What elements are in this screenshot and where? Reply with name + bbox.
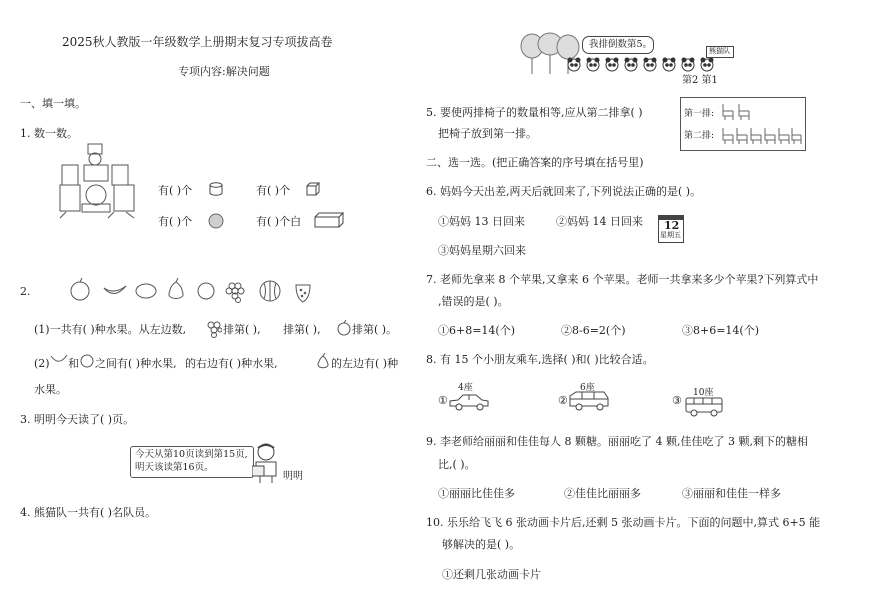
q8-seats-2: 6座 bbox=[580, 383, 595, 393]
sphere-icon bbox=[208, 213, 224, 229]
q7-option-1: ①6+8=14(个) bbox=[438, 324, 516, 337]
q2-part2-e: 的左边有( )种 bbox=[331, 357, 399, 370]
cylinder-icon bbox=[208, 182, 224, 196]
bubble-text-1: 今天从第10页读到第15页, bbox=[135, 449, 248, 460]
q9-option-1: ①丽丽比佳佳多 bbox=[438, 487, 515, 500]
q2-part2-c: 之间有( )种水果, bbox=[95, 357, 177, 370]
panda-row bbox=[566, 56, 726, 76]
orange-icon bbox=[198, 283, 214, 299]
q1-sphere-count: 有( )个 bbox=[158, 215, 193, 228]
q10-option-1: ①还剩几张动画卡片 bbox=[442, 568, 541, 581]
q8-option-1: ① bbox=[438, 394, 448, 407]
chairs-box bbox=[680, 97, 806, 151]
fruit-row bbox=[66, 276, 316, 304]
q8-seats-3: 10座 bbox=[693, 388, 714, 398]
lemon-icon bbox=[136, 284, 156, 298]
q2-part1-d: 排第( )。 bbox=[352, 323, 398, 336]
q10-line1: 10. 乐乐给飞飞 6 张动画卡片后,还剩 5 张动画卡片。下面的问题中,算式 6+5 能 bbox=[426, 516, 821, 529]
blocks-figure bbox=[56, 140, 138, 220]
q2-part2-f: 水果。 bbox=[34, 383, 67, 396]
q5-line1: 5. 要使两排椅子的数量相等,应从第二排拿( ) bbox=[426, 106, 643, 119]
q8-label: 8. 有 15 个小朋友乘车,选择( )和( )比较合适。 bbox=[426, 353, 654, 366]
bubble-text-2: 明天该读第16页。 bbox=[135, 462, 214, 473]
speech-bubble bbox=[130, 446, 254, 478]
q2-part2-d: 的右边有( )种水果, bbox=[185, 357, 278, 370]
q7-option-2: ②8-6=2(个) bbox=[561, 324, 626, 337]
q1-cylinder-count: 有( )个 bbox=[158, 184, 193, 197]
q4-label: 4. 熊猫队一共有( )名队员。 bbox=[20, 506, 157, 519]
q9-option-2: ②佳佳比丽丽多 bbox=[564, 487, 641, 500]
car-icon bbox=[448, 392, 490, 412]
q7-line1: 7. 老师先拿来 8 个苹果,又拿来 6 个苹果。老师一共拿来多少个苹果?下列算式中 bbox=[426, 273, 819, 286]
q2-part2-a: (2) bbox=[34, 357, 50, 370]
q7-line2: ,错误的是( )。 bbox=[438, 295, 509, 308]
bus-icon bbox=[684, 396, 724, 418]
banana-icon bbox=[104, 286, 126, 294]
q1-label: 1. 数一数。 bbox=[20, 127, 78, 140]
chairs-row2-label: 第二排: bbox=[684, 131, 715, 141]
pear-icon bbox=[169, 278, 183, 299]
q2-label: 2. bbox=[20, 285, 31, 298]
q9-line2: 比,( )。 bbox=[438, 458, 476, 471]
strawberry-icon bbox=[296, 285, 310, 302]
van-icon bbox=[568, 390, 610, 412]
grape-icon bbox=[206, 320, 222, 338]
q1-cube-count: 有( )个 bbox=[256, 184, 291, 197]
q10-line2: 够解决的是( )。 bbox=[442, 538, 521, 551]
q7-option-3: ③8+6=14(个) bbox=[682, 324, 760, 337]
page-title: 2025秋人教版一年级数学上册期末复习专项拔高卷 bbox=[62, 35, 333, 49]
panda-sign bbox=[582, 36, 654, 54]
q2-part1-c: 排第( ), bbox=[283, 323, 321, 336]
apple-icon bbox=[71, 278, 89, 300]
boy-name: 明明 bbox=[283, 471, 303, 482]
watermelon-icon bbox=[260, 281, 280, 301]
cuboid-icon bbox=[314, 212, 344, 228]
calendar-icon bbox=[658, 215, 684, 243]
team-flag-text: 熊猫队 bbox=[709, 47, 730, 55]
panda-sign-text: 我排倒数第5。 bbox=[589, 39, 653, 50]
q2-part2-b: 和 bbox=[68, 357, 79, 370]
q8-option-3: ③ bbox=[672, 394, 682, 407]
q6-option-2: ②妈妈 14 日回来 bbox=[556, 215, 643, 228]
chairs-row1-label: 第一排: bbox=[684, 109, 715, 119]
banana-icon bbox=[50, 353, 68, 367]
q9-option-3: ③丽丽和佳佳一样多 bbox=[682, 487, 781, 500]
boy-reading-icon bbox=[252, 442, 282, 484]
q2-part1-a: (1)一共有( )种水果。从左边数, bbox=[34, 323, 187, 336]
q1-cuboid-count: 有( )个白 bbox=[256, 215, 302, 228]
q2-part1-b: 排第( ), bbox=[223, 323, 261, 336]
q5-line2: 把椅子放到第一排。 bbox=[438, 127, 537, 140]
calendar-day: 12 bbox=[664, 219, 680, 232]
section-one-heading: 一、填一填。 bbox=[20, 97, 86, 110]
q6-label: 6. 妈妈今天出差,两天后就回来了,下列说法正确的是( )。 bbox=[426, 185, 702, 198]
grape-icon bbox=[226, 283, 244, 303]
cube-icon bbox=[306, 182, 320, 196]
q9-line1: 9. 李老师给丽丽和佳佳每人 8 颗糖。丽丽吃了 4 颗,佳佳吃了 3 颗,剩下的糖相 bbox=[426, 435, 808, 448]
apple-icon bbox=[336, 320, 352, 336]
panda-position-label: 第2 第1 bbox=[682, 75, 718, 86]
section-two-heading: 二、选一选。(把正确答案的序号填在括号里) bbox=[426, 156, 644, 169]
q6-option-1: ①妈妈 13 日回来 bbox=[438, 215, 525, 228]
team-flag bbox=[706, 46, 734, 58]
q3-label: 3. 明明今天读了( )页。 bbox=[20, 413, 135, 426]
pear-icon bbox=[316, 353, 330, 369]
q8-option-2: ② bbox=[558, 394, 568, 407]
q6-option-3: ③妈妈星期六回来 bbox=[438, 244, 526, 257]
q8-seats-1: 4座 bbox=[458, 383, 473, 393]
page-subtitle: 专项内容:解决问题 bbox=[178, 65, 270, 78]
calendar-weekday: 星期五 bbox=[660, 231, 681, 239]
orange-icon bbox=[80, 354, 94, 368]
